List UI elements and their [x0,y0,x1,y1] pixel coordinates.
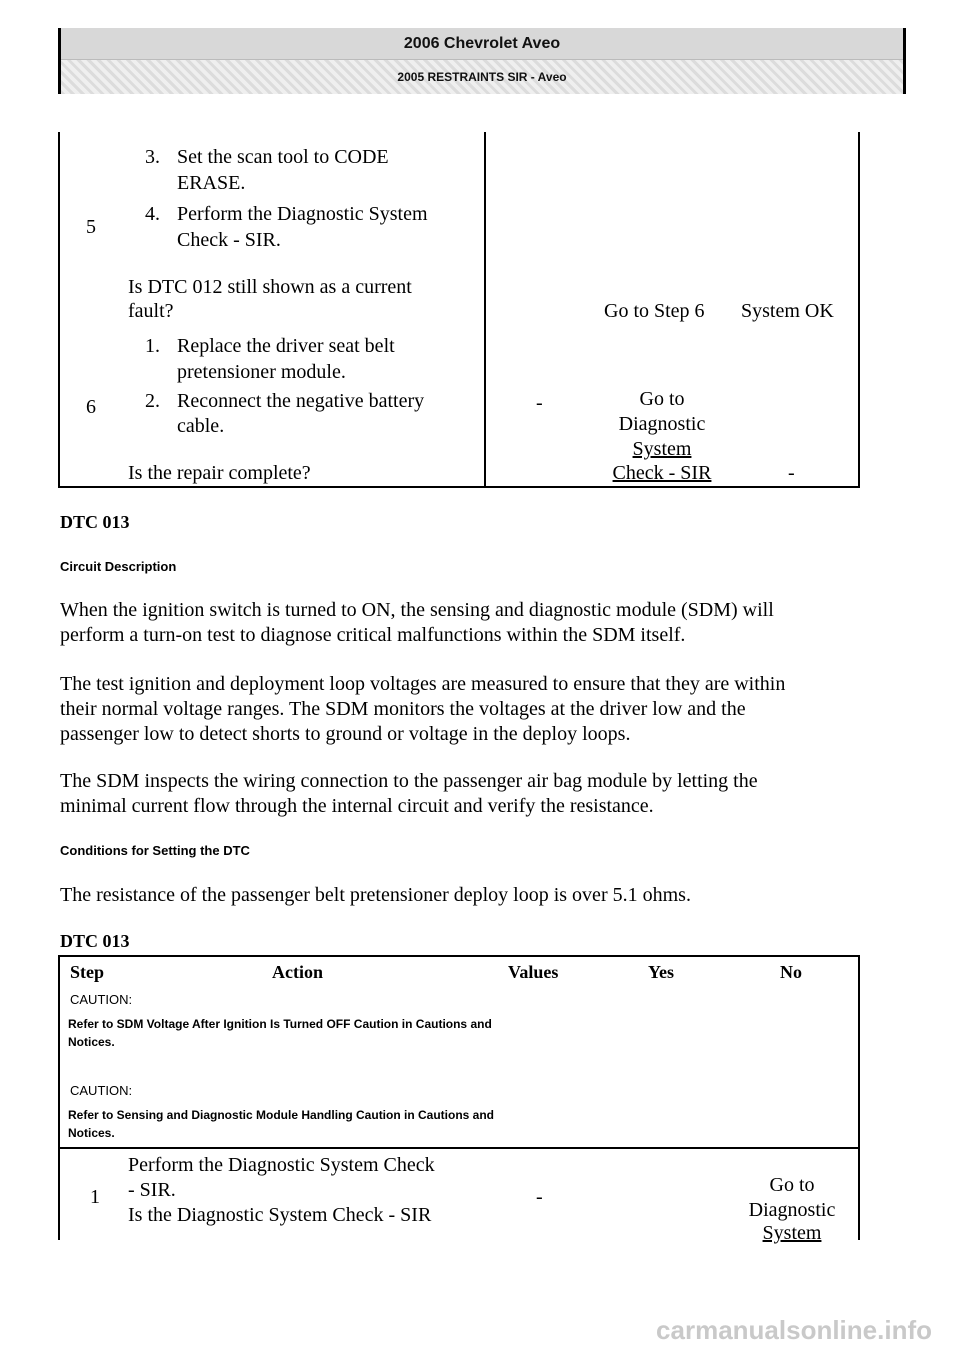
paragraph-line: The test ignition and deployment loop voltages are measured to ensure that they are within [60,673,786,695]
caution-text: Notices. [68,1126,115,1140]
table-title: DTC 013 [60,931,130,951]
list-item-text: pretensioner module. [177,361,346,383]
list-item-text: Check - SIR. [177,229,281,251]
header-title: 2006 Chevrolet Aveo [61,28,903,60]
step-action: Perform the Diagnostic System Check [128,1154,435,1176]
paragraph-line: their normal voltage ranges. The SDM monitors the voltages at the driver low and the [60,698,746,720]
no-cell-line: Go to [769,1174,815,1196]
column-header-no: No [780,962,802,982]
yes-cell-line: Diagnostic [618,413,706,435]
column-header-step: Step [70,962,105,982]
paragraph-line: When the ignition switch is turned to ON, the sensing and diagnostic module (SDM) will [60,599,774,621]
yes-cell-line: Go to [639,388,685,410]
paragraph-line: minimal current flow through the internal circuit and verify the resistance. [60,795,654,817]
values-cell: - [536,392,543,414]
step-question: fault? [128,300,174,322]
paragraph-line: perform a turn-on test to diagnose critical malfunctions within the SDM itself. [60,624,686,646]
table-border-left [58,955,60,1240]
step-number: 1 [90,1186,100,1208]
list-item-text: ERASE. [177,172,246,194]
list-number: 3. [145,146,160,168]
diagnostic-system-link[interactable]: System [762,1222,822,1244]
values-cell: - [536,1186,543,1208]
table-border-right [858,955,860,1240]
no-cell: System OK [741,300,834,322]
table-border-top [58,955,860,957]
yes-cell: Go to Step 6 [604,300,705,322]
list-item-text: Reconnect the negative battery [177,390,425,412]
caution-text: Refer to Sensing and Diagnostic Module Handling Caution in Cautions and [68,1108,495,1122]
list-item-text: Set the scan tool to CODE [177,146,389,168]
watermark: carmanualsonline.info [656,1315,932,1345]
header-subtitle: 2005 RESTRAINTS SIR - Aveo [61,60,903,94]
no-cell: - [788,462,795,484]
caution-label: CAUTION: [70,1083,133,1098]
table-divider [484,132,486,488]
list-number: 4. [145,203,160,225]
list-number: 1. [145,335,160,357]
step-question: Is the repair complete? [128,462,311,484]
diagnostic-system-link[interactable]: System [632,438,692,460]
table-border-bottom [58,486,860,488]
table-row-divider [58,1147,860,1149]
caution-text: Notices. [68,1035,115,1049]
paragraph-line: passenger low to detect shorts to ground or voltage in the deploy loops. [60,723,631,745]
section-title: DTC 013 [60,512,130,532]
step-question: Is DTC 012 still shown as a current [128,276,412,298]
step-number: 6 [86,396,96,418]
list-item-text: Perform the Diagnostic System [177,203,428,225]
column-header-action: Action [272,962,323,982]
paragraph-line: The resistance of the passenger belt pretensioner deploy loop is over 5.1 ohms. [60,884,691,906]
step-question: Is the Diagnostic System Check - SIR [128,1204,432,1226]
table-border-right [858,132,860,488]
conditions-heading: Conditions for Setting the DTC [60,843,250,858]
table-border-left [58,132,60,488]
page-header [58,28,906,94]
no-cell-line: Diagnostic [748,1199,836,1221]
check-sir-link[interactable]: Check - SIR [612,462,712,484]
list-item-text: cable. [177,415,225,437]
caution-text: Refer to SDM Voltage After Ignition Is Turned OFF Caution in Cautions and [68,1017,492,1031]
step-action: - SIR. [128,1179,176,1201]
step-number: 5 [86,216,96,238]
paragraph-line: The SDM inspects the wiring connection to the passenger air bag module by letting the [60,770,758,792]
list-item-text: Replace the driver seat belt [177,335,395,357]
caution-label: CAUTION: [70,992,133,1007]
column-header-values: Values [508,962,559,982]
circuit-description-heading: Circuit Description [60,559,177,574]
list-number: 2. [145,390,160,412]
column-header-yes: Yes [648,962,674,982]
